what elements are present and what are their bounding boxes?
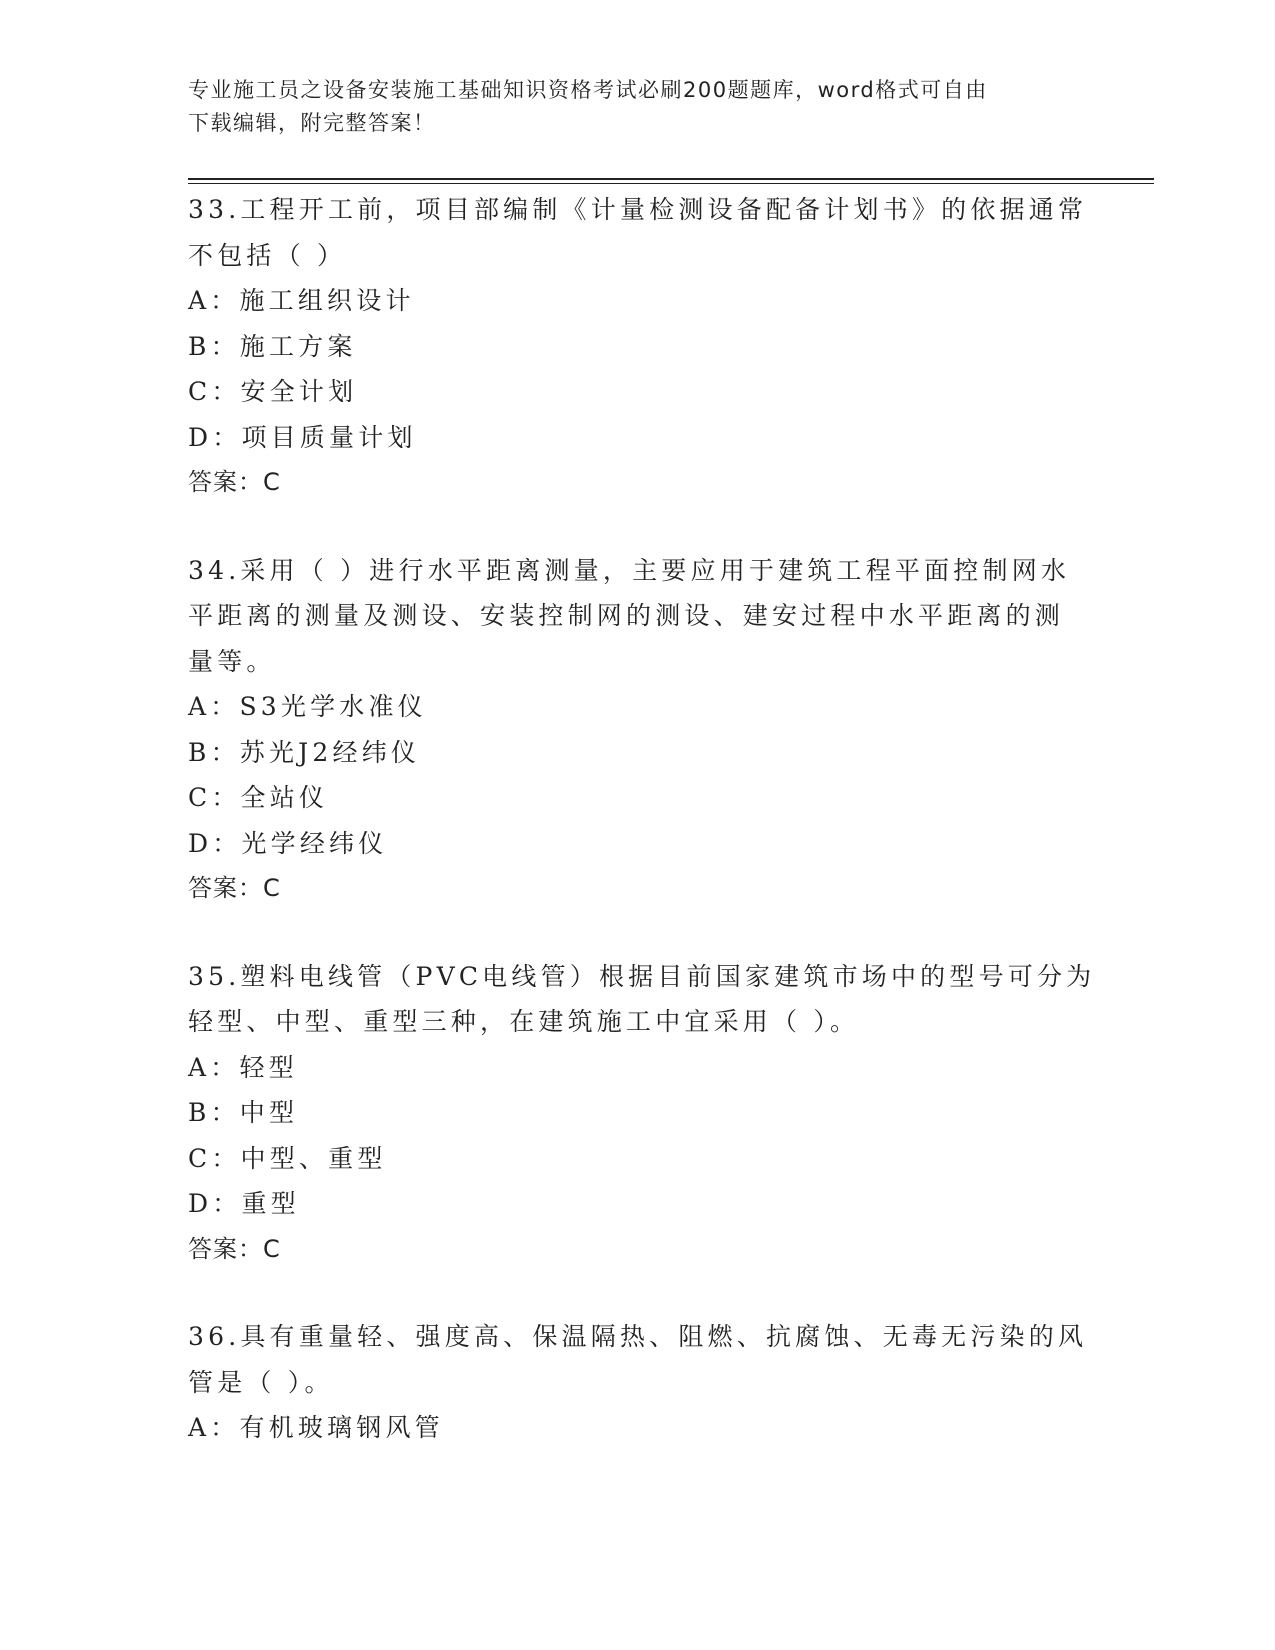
option-b: B：施工方案 <box>188 331 357 361</box>
question-stem-line: 管是（ ）。 <box>188 1367 334 1397</box>
question-34 <box>188 548 1088 912</box>
question-stem-line: 轻型、中型、重型三种，在建筑施工中宜采用（ ）。 <box>188 1007 860 1036</box>
document-header <box>188 74 1068 140</box>
question-stem-line: 33.工程开工前，项目部编制《计量检测设备配备计划书》的依据通常 <box>188 195 1088 224</box>
header-line-2: 下载编辑，附完整答案！ <box>188 111 436 135</box>
question-stem-line: 35.塑料电线管（PVC电线管）根据目前国家建筑市场中的型号可分为 <box>188 961 1096 991</box>
option-b: B：苏光J2经纬仪 <box>188 737 421 767</box>
question-list <box>188 187 1096 1493</box>
question-35 <box>188 954 1096 1273</box>
question-36 <box>188 1314 1088 1451</box>
option-c: C：全站仪 <box>188 783 329 812</box>
option-a: A：施工组织设计 <box>188 286 415 315</box>
question-33 <box>188 187 1088 506</box>
option-a: A：S3光学水准仪 <box>188 692 427 721</box>
question-stem-line: 34.采用（ ）进行水平距离测量，主要应用于建筑工程平面控制网水 <box>188 555 1071 585</box>
header-rule-thick <box>188 178 1154 180</box>
option-c: C：安全计划 <box>188 377 358 406</box>
option-d: D：重型 <box>188 1189 300 1218</box>
question-stem-line: 平距离的测量及测设、安装控制网的测设、建安过程中水平距离的测 <box>188 601 1065 630</box>
header-line-1: 专业施工员之设备安装施工基础知识资格考试必刷200题题库，word格式可自由 <box>188 78 988 102</box>
option-d: D：光学经纬仪 <box>188 828 388 858</box>
option-b: B：中型 <box>188 1098 299 1127</box>
option-a: A：轻型 <box>188 1052 298 1082</box>
option-d: D：项目质量计划 <box>188 422 417 452</box>
answer-line: 答案：C <box>188 468 281 496</box>
question-stem-line: 量等。 <box>188 646 276 676</box>
question-stem-line: 不包括（ ） <box>188 240 347 270</box>
answer-line: 答案：C <box>188 874 281 902</box>
option-c: C：中型、重型 <box>188 1143 387 1173</box>
header-rule-thin <box>188 183 1154 184</box>
answer-line: 答案：C <box>188 1234 281 1263</box>
option-a: A：有机玻璃钢风管 <box>188 1413 444 1442</box>
question-stem-line: 36.具有重量轻、强度高、保温隔热、阻燃、抗腐蚀、无毒无污染的风 <box>188 1322 1088 1351</box>
